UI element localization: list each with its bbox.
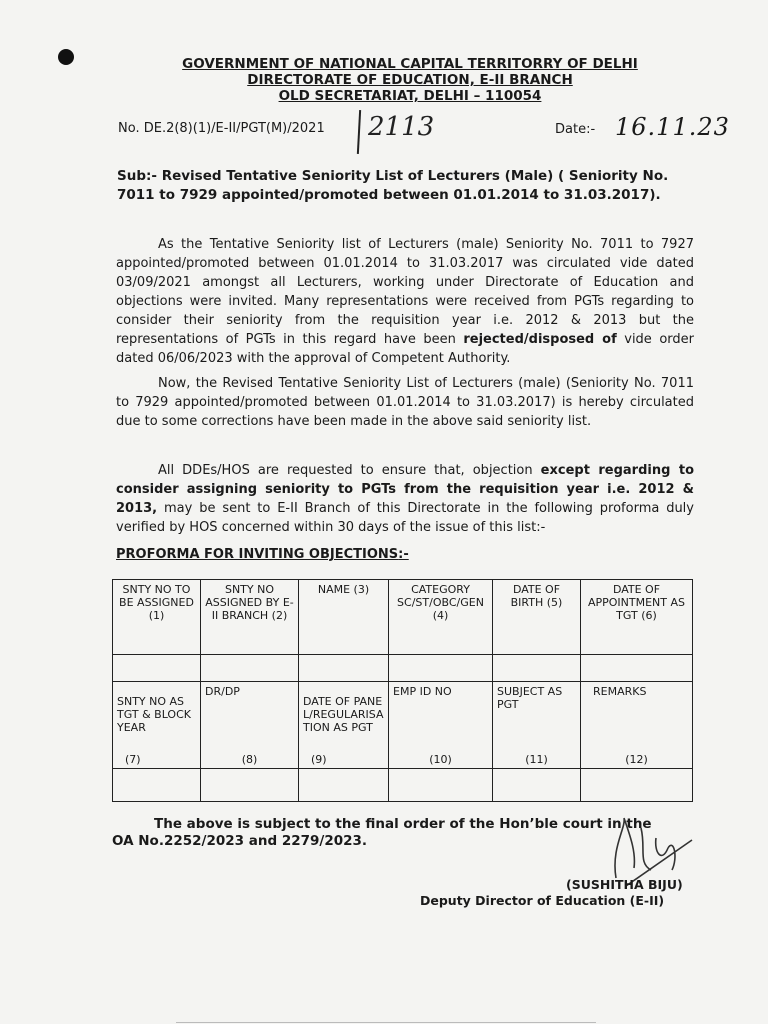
table-row <box>113 769 693 802</box>
date-label: Date:- <box>555 122 596 137</box>
header-cell-dr-dp <box>201 682 299 769</box>
paragraph3-text-end: may be sent to E-II Branch of this Directorate in the following proforma duly verified by HOS concerned within 30 days of the issue of this list:- <box>116 501 694 535</box>
cell-number: (12) <box>625 753 648 766</box>
blank-cell <box>113 655 201 682</box>
header-cell-date-of-panel <box>299 682 389 769</box>
paragraph2-text: Now, the Revised Tentative Seniority List of Lecturers (male) (Seniority No. 7011 to 7929 appointed/promoted between 01.01.2014 to 31.03.2017) is hereby circulated due to some corrections have been made in the above said seniority list. <box>116 376 694 429</box>
cell-label: EMP ID NO <box>393 685 452 698</box>
header-cell-subject-as-pgt <box>493 682 581 769</box>
header-cell-snty-assigned: SNTY NO ASSIGNED BY E-II BRANCH (2) <box>201 580 299 655</box>
cell-label: REMARKS <box>593 685 647 698</box>
blank-cell <box>201 769 299 802</box>
blank-cell <box>581 655 693 682</box>
signatory-name: (SUSHITHA BIJU) <box>566 877 683 892</box>
paragraph1-text-start: As the Tentative Seniority list of Lecturers (male) Seniority No. 7011 to 7927 appointed/promoted between 01.01.2014 to 31.03.2017 was circulated vide dated 03/09/2021 amongst all Lecturers, working under Directorate of Education and objections were invited. Many representations were received from PGTs regarding to consider their seniority from the requisition year i.e. 2012 & 2013 but the representations of PGTs in this regard have been <box>116 237 694 347</box>
header-line-directorate: DIRECTORATE OF EDUCATION, E-II BRANCH <box>247 72 573 88</box>
header-cell-date-of-birth: DATE OF BIRTH (5) <box>493 580 581 655</box>
blank-cell <box>389 655 493 682</box>
header-line-address: OLD SECRETARIAT, DELHI – 110054 <box>278 88 542 104</box>
cell-label: SNTY NO AS TGT & BLOCK YEAR <box>117 695 191 734</box>
table-row <box>113 682 693 769</box>
header-line-government: GOVERNMENT OF NATIONAL CAPITAL TERRITORRY OF DELHI <box>182 56 638 72</box>
paragraph-objection-instructions <box>116 461 694 537</box>
blank-cell <box>493 655 581 682</box>
paragraph1-text-end: vide order dated 06/06/2023 with the approval of Competent Authority. <box>116 332 694 366</box>
cell-number: (7) <box>125 753 141 766</box>
paragraph3-text-start: All DDEs/HOS are requested to ensure that, objection <box>158 463 533 478</box>
proforma-table <box>112 579 693 802</box>
letterhead <box>160 56 660 104</box>
handwritten-dispatch-number: 2113 <box>368 112 435 142</box>
reference-number: No. DE.2(8)(1)/E-II/PGT(M)/2021 <box>118 121 325 136</box>
signatory-designation: Deputy Director of Education (E-II) <box>420 893 665 908</box>
proforma-title-suffix: :- <box>398 547 409 562</box>
header-cell-emp-id <box>389 682 493 769</box>
paragraph-previous-circulation <box>116 235 694 368</box>
blank-cell <box>299 655 389 682</box>
blank-cell <box>113 769 201 802</box>
header-cell-remarks <box>581 682 693 769</box>
blank-cell <box>493 769 581 802</box>
proforma-title-text: PROFORMA FOR INVITING OBJECTIONS <box>116 547 399 562</box>
header-cell-snty-to-be-assigned: SNTY NO TO BE ASSIGNED (1) <box>113 580 201 655</box>
punch-hole-mark <box>58 49 74 65</box>
cell-number: (9) <box>311 753 327 766</box>
blank-cell <box>581 769 693 802</box>
handwritten-stroke <box>357 110 361 154</box>
table-row <box>113 655 693 682</box>
cell-label: SUBJECT AS PGT <box>497 685 563 711</box>
cell-number: (8) <box>241 753 258 766</box>
blank-cell <box>389 769 493 802</box>
header-cell-date-of-appointment: DATE OF APPOINTMENT AS TGT (6) <box>581 580 693 655</box>
paragraph3-bold-text: except regarding to consider assigning seniority to PGTs from the requisition year i.e. 2012 & 2013, <box>116 463 695 516</box>
blank-cell <box>201 655 299 682</box>
scan-edge-line <box>176 1022 596 1023</box>
table-row <box>113 580 693 655</box>
subject-label: Sub:- <box>117 168 157 184</box>
subject-line <box>117 167 695 205</box>
paragraph-revised-list <box>116 374 694 431</box>
cell-number: (10) <box>429 753 452 766</box>
court-order-note: The above is subject to the final order of the Hon’ble court in the OA No.2252/2023 and 2279/2023. <box>112 816 652 849</box>
cell-number: (11) <box>525 753 548 766</box>
cell-label: DATE OF PANEL/REGULARISATION AS PGT <box>303 695 384 734</box>
header-cell-category: CATEGORY SC/ST/OBC/GEN (4) <box>389 580 493 655</box>
proforma-title <box>116 547 409 562</box>
cell-label: DR/DP <box>205 685 240 698</box>
blank-cell <box>299 769 389 802</box>
header-cell-snty-as-tgt <box>113 682 201 769</box>
header-cell-name: NAME (3) <box>299 580 389 655</box>
handwritten-date: 16.11.23 <box>615 113 730 141</box>
paragraph1-bold-text: rejected/disposed of <box>463 332 617 347</box>
subject-text: Revised Tentative Seniority List of Lecturers (Male) ( Seniority No. 7011 to 7929 appointed/promoted between 01.01.2014 to 31.03.2017). <box>117 168 669 203</box>
